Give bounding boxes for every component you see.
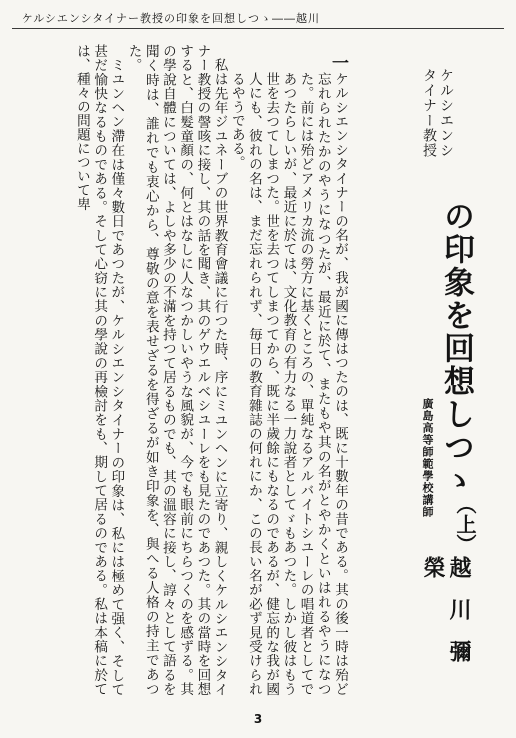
article-subject-kana: ケルシエンシ タイナー教授 [421,68,454,158]
body-paragraph-1: ケルシエンシタイナーの名が、我が國に傳はつたのは、既に十數年の昔である。其の後一時は殆ど忘れられたかのやうになつたが、最近に於て、またもや其の名がとやかくといはれるやうになつた。前には殆どアメリカ流の勞方に基くところの、單純なるアルバイトシユーレの唱道者としてであつたらしいが、最近に於ては、文化教育の有力なる一力說者としてゞもあつた。しかし彼はもう世を去つてしまつた。世を去つてしまつてから、既に半歲餘にもなるのであるが、健忘的な我が國人にも、彼れの名は、まだ忘れられず、毎日の教育雜誌の何れにか、この長い名が必ず見受けられるやうである。 [228,72,348,696]
page-number: 3 [253,712,263,726]
body-paragraph-2: 私は先年ジユネーブの世界教育會議に行つた時、序にミユンヘンに立寄り、親しくケルシエンシタイナー教授の謦咳に接し、其の話を聞き、其のゲウエルベシユーレをも見たのであつた。其の當時を回想すると、白髮童顏の、何とはなしに人なつかしいやうな風貌が、今でも眼前にちらつくのを感ずる。其の學說自體については、よしや多少の不滿を持つて居るものでも、其の溫容に接し、諄々として語るを聞く時は、誰れでも衷心から、尊敬の意を表せざるを得ざるが如き印象を、與へる人格の持主であつた。 [125,44,228,696]
article-body [0,44,348,696]
header-rule [12,28,504,29]
article-part: （上） [453,494,477,554]
author-name: 越川彌榮 [420,556,472,682]
section-number: 一 [328,54,348,71]
author-affiliation: 廣島高等師範學校講師 [421,398,434,518]
article-title: の印象を回想しつゝ [438,200,474,497]
running-head: ケルシエンシタイナー教授の印象を回想しつゝ――越川 [21,12,320,25]
body-paragraph-3: ミユンヘン滯在は僅々數日であつたが、ケルシエンシタイナーの印象は、私には極めて强く、そして甚だ愉快なるものである。そして心窃に其の學說の再檢討をも、期して居るのである。私は本稿に於ては、種々の問題について卑 [73,44,125,696]
